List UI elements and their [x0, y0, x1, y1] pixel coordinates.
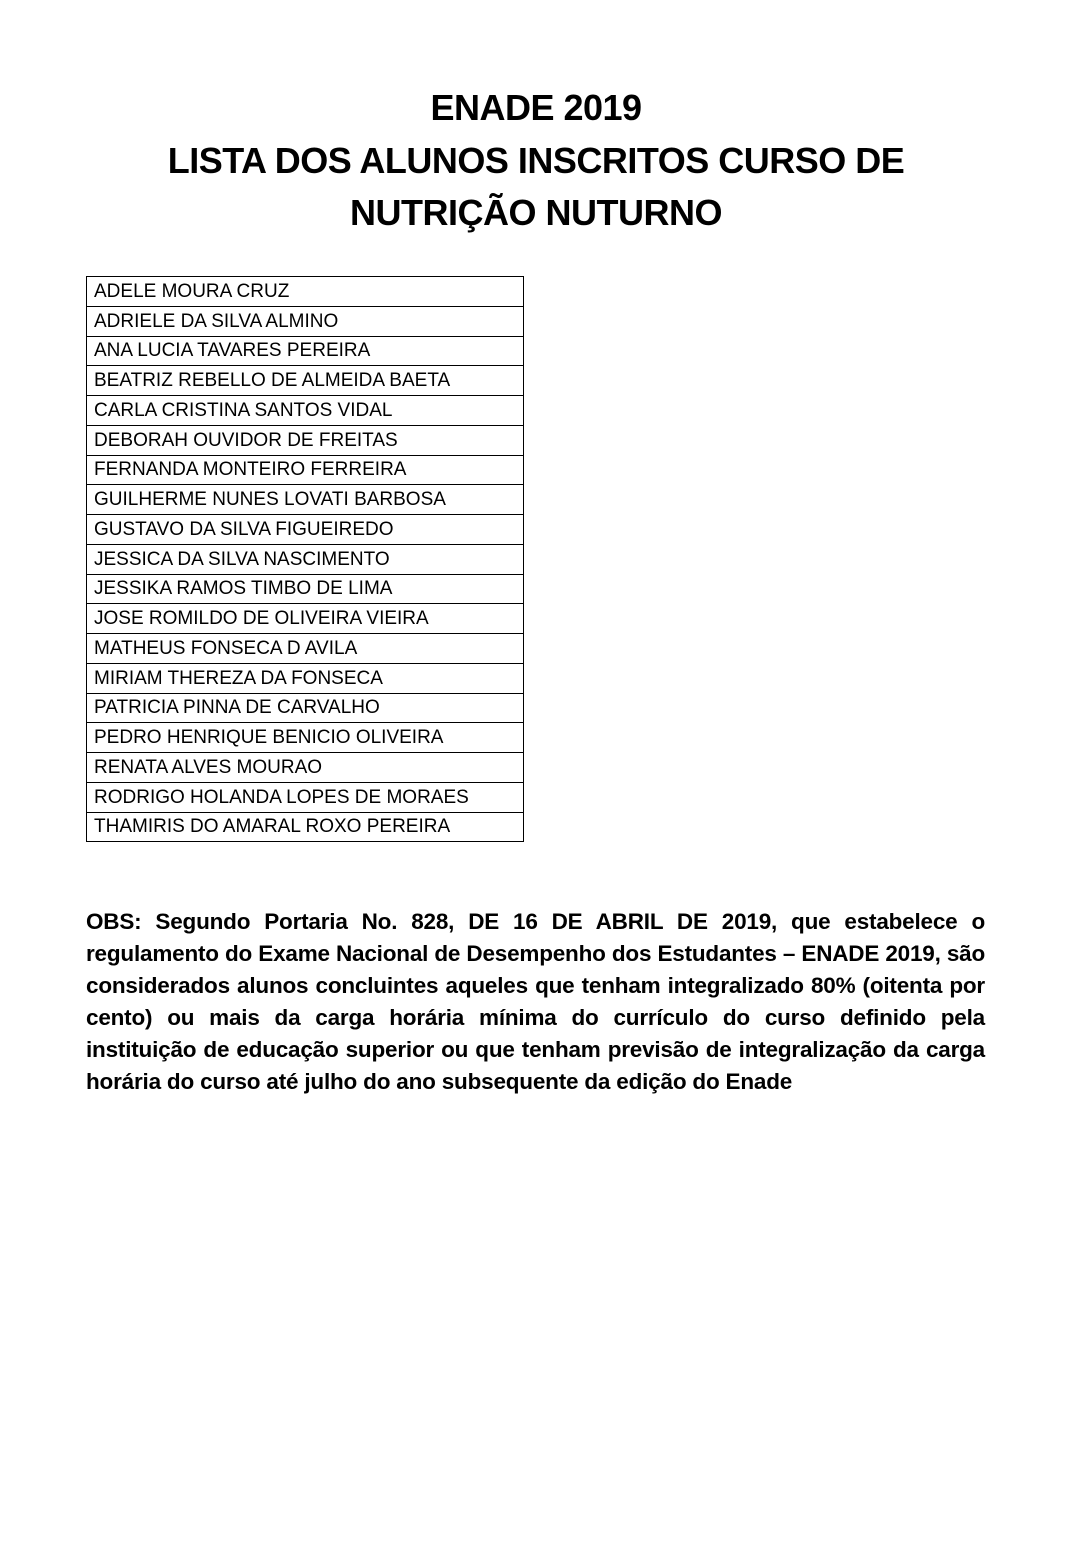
student-name-cell: GUILHERME NUNES LOVATI BARBOSA [87, 485, 524, 515]
student-name-cell: DEBORAH OUVIDOR DE FREITAS [87, 425, 524, 455]
table-row [87, 723, 524, 753]
table-row [87, 336, 524, 366]
student-name-cell: ADRIELE DA SILVA ALMINO [87, 306, 524, 336]
student-name-cell: PATRICIA PINNA DE CARVALHO [87, 693, 524, 723]
table-row [87, 604, 524, 634]
student-name-cell: GUSTAVO DA SILVA FIGUEIREDO [87, 515, 524, 545]
table-row [87, 574, 524, 604]
student-name-cell: PEDRO HENRIQUE BENICIO OLIVEIRA [87, 723, 524, 753]
student-name-cell: RENATA ALVES MOURAO [87, 753, 524, 783]
student-name-cell: CARLA CRISTINA SANTOS VIDAL [87, 396, 524, 426]
table-row [87, 366, 524, 396]
student-name-cell: JESSICA DA SILVA NASCIMENTO [87, 544, 524, 574]
table-row [87, 782, 524, 812]
table-row [87, 425, 524, 455]
document-title [86, 82, 986, 240]
table-row [87, 812, 524, 842]
table-row [87, 396, 524, 426]
obs-paragraph: OBS: Segundo Portaria No. 828, DE 16 DE ABRIL DE 2019, que estabelece o regulamento do Exame Nacional de Desempenho dos Estudantes – ENADE 2019, são considerados alunos concluintes aqueles que tenham integralizado 80% (oitenta por cento) ou mais da carga horária mínima do currículo do curso definido pela instituição de educação superior ou que tenham previsão de integralização da carga horária do curso até julho do ano subsequente da edição do Enade [86, 909, 985, 1094]
student-name-cell: THAMIRIS DO AMARAL ROXO PEREIRA [87, 812, 524, 842]
table-row [87, 634, 524, 664]
students-table-body [87, 277, 524, 842]
student-name-cell: ANA LUCIA TAVARES PEREIRA [87, 336, 524, 366]
student-name-cell: MATHEUS FONSECA D AVILA [87, 634, 524, 664]
student-name-cell: ADELE MOURA CRUZ [87, 277, 524, 307]
title-line-1: ENADE 2019 [430, 87, 642, 128]
student-name-cell: JESSIKA RAMOS TIMBO DE LIMA [87, 574, 524, 604]
table-row [87, 693, 524, 723]
table-row [87, 544, 524, 574]
student-name-cell: FERNANDA MONTEIRO FERREIRA [87, 455, 524, 485]
table-row [87, 455, 524, 485]
title-line-2: LISTA DOS ALUNOS INSCRITOS CURSO DE [167, 139, 905, 181]
student-name-cell: BEATRIZ REBELLO DE ALMEIDA BAETA [87, 366, 524, 396]
students-table [86, 276, 524, 842]
student-name-cell: JOSE ROMILDO DE OLIVEIRA VIEIRA [87, 604, 524, 634]
table-row [87, 663, 524, 693]
title-line-3: NUTRIÇÃO NUTURNO [350, 192, 722, 233]
table-row [87, 753, 524, 783]
table-row [87, 515, 524, 545]
table-row [87, 485, 524, 515]
student-name-cell: MIRIAM THEREZA DA FONSECA [87, 663, 524, 693]
student-name-cell: RODRIGO HOLANDA LOPES DE MORAES [87, 782, 524, 812]
table-row [87, 277, 524, 307]
table-row [87, 306, 524, 336]
